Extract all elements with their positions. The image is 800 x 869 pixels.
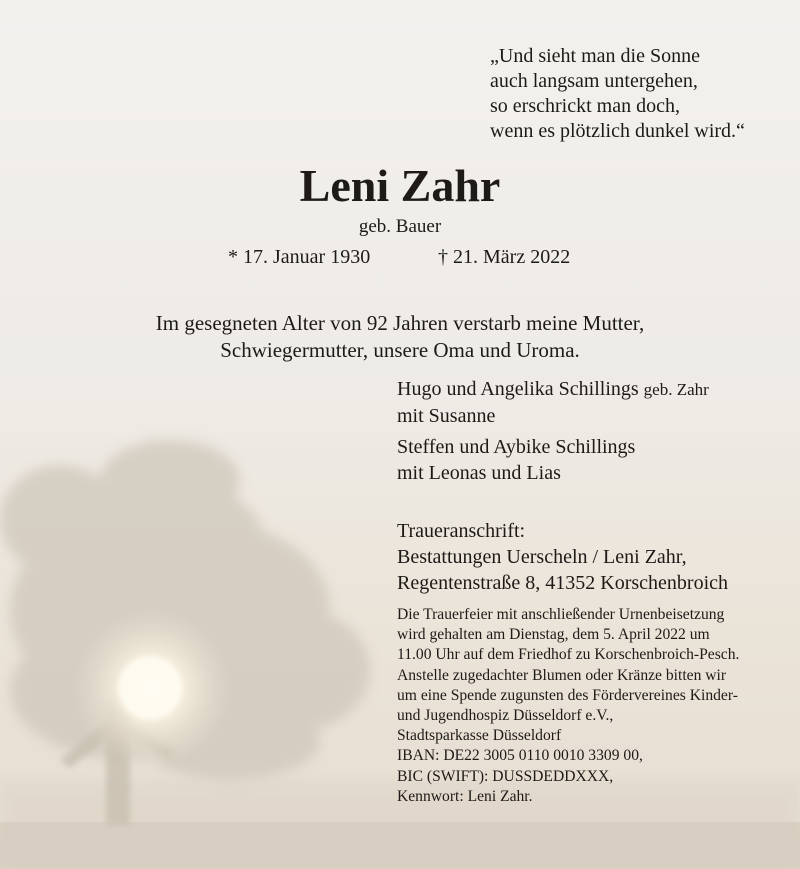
details-line: und Jugendhospiz Düsseldorf e.V., (397, 707, 614, 725)
details-line: Anstelle zugedachter Blumen oder Kränze bitten wir (397, 666, 727, 684)
quote-line: wenn es plötzlich dunkel wird.“ (490, 120, 745, 142)
quote-line: auch langsam untergehen, (490, 70, 698, 92)
birth-date: * 17. Januar 1930 (228, 246, 371, 268)
quote-line: so erschrickt man doch, (490, 95, 680, 117)
obituary-message (0, 310, 800, 364)
mourners-group-2 (397, 434, 635, 486)
message-line: Im gesegneten Alter von 92 Jahren verstarb meine Mutter, (155, 311, 645, 335)
details-line: BIC (SWIFT): DUSSDEDDXXX, (397, 767, 614, 785)
mourners-line: mit Susanne (397, 405, 496, 427)
details-line: um eine Spende zugunsten des Fördervereines Kinder- (397, 686, 738, 704)
funeral-details (397, 605, 739, 807)
address-line: Bestattungen Uerscheln / Leni Zahr, (397, 546, 687, 568)
details-line: Kennwort: Leni Zahr. (397, 787, 533, 805)
quote-line: „Und sieht man die Sonne (490, 45, 700, 67)
mourners-group-1 (397, 376, 709, 429)
quote (490, 44, 745, 144)
address-line: Traueranschrift: (397, 520, 526, 542)
mourners-line: mit Leonas und Lias (397, 462, 561, 484)
details-line: Stadtsparkasse Düsseldorf (397, 727, 562, 745)
details-line: wird gehalten am Dienstag, dem 5. April 2022 um (397, 626, 710, 644)
deceased-name: Leni Zahr (299, 160, 501, 211)
message-line: Schwiegermutter, unsere Oma und Uroma. (220, 338, 580, 362)
details-line: Die Trauerfeier mit anschließender Urnenbeisetzung (397, 606, 725, 623)
address-line: Regentenstraße 8, 41352 Korschenbroich (397, 572, 729, 594)
birth-name: geb. Bauer (358, 216, 442, 237)
mourners-line (397, 376, 709, 403)
mourning-address (397, 518, 728, 596)
details-line: 11.00 Uhr auf dem Friedhof zu Korschenbroich-Pesch. (397, 646, 740, 664)
details-line: IBAN: DE22 3005 0110 0010 3309 00, (397, 747, 643, 765)
mourners-line: Steffen und Aybike Schillings (397, 436, 636, 458)
mourners-birth-name: geb. Zahr (643, 380, 709, 399)
mourners-names: Hugo und Angelika Schillings (397, 378, 639, 400)
death-date: † 21. März 2022 (438, 246, 571, 268)
